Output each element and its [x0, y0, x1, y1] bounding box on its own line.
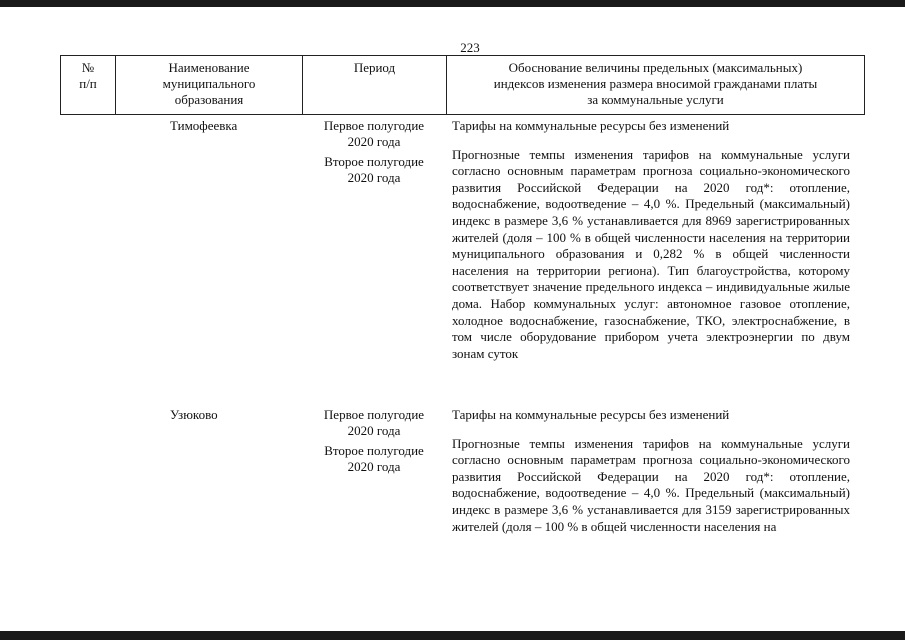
period-second-half: Второе полугодие 2020 года [324, 154, 424, 185]
basis-cell [452, 118, 850, 362]
period-first-half: Первое полугодие 2020 года [323, 118, 425, 149]
municipality-name: Тимофеевка [170, 118, 238, 133]
header-municipality: Наименование муниципального образования [115, 56, 302, 114]
basis-cell [452, 407, 850, 535]
period-cell [302, 407, 446, 479]
scan-bottom-edge [0, 631, 905, 640]
header-period: Период [302, 56, 446, 114]
header-number: № п/п [60, 56, 115, 114]
basis-forecast-text: Прогнозные темпы изменения тарифов на коммунальные услуги согласно основным параметрам прогноза социально-экономического развития Российской Федерации на 2020 год*: отопление, водоснабжение, водоотведение – 4,0 %. Предельный (максимальный) индекс в размере 3,6 % устанавливается для 8969 зарегистрированных жителей (доля – 100 % в общей численности населения на территории муниципального образования и 0,282 % в общей численности населения на территории региона). Тип благоустройства, которому соответствует значение предельного индекса – индивидуальные жилые дома. Набор коммунальных услуг: автономное газовое отопление, холодное водоснабжение, газоснабжение, ТКО, электроснабжение, в том числе оборудование прибором учета электроэнергии по двум зонам суток [452, 146, 850, 361]
table-row [60, 118, 865, 403]
table-row [60, 407, 865, 587]
period-first-half: Первое полугодие 2020 года [323, 407, 425, 438]
period-cell [302, 118, 446, 190]
page-number: 223 [460, 40, 480, 55]
basis-forecast-text: Прогнозные темпы изменения тарифов на коммунальные услуги согласно основным параметрам прогноза социально-экономического развития Российской Федерации на 2020 год*: отопление, водоснабжение, водоотведение – 4,0 %. Предельный (максимальный) индекс в размере 3,6 % устанавливается для 3159 зарегистрированных жителей (доля – 100 % в общей численности населения на [452, 435, 850, 534]
table-header [60, 55, 865, 115]
basis-tariffs-unchanged: Тарифы на коммунальные ресурсы без изменений [452, 118, 730, 133]
municipality-name: Узюково [170, 407, 218, 422]
period-second-half: Второе полугодие 2020 года [324, 443, 424, 474]
tariff-table [60, 55, 865, 534]
basis-tariffs-unchanged: Тарифы на коммунальные ресурсы без изменений [452, 407, 730, 422]
header-basis: Обоснование величины предельных (максимальных) индексов изменения размера вносимой гражданами платы за коммунальные услуги [446, 56, 865, 114]
scan-top-edge [0, 0, 905, 7]
